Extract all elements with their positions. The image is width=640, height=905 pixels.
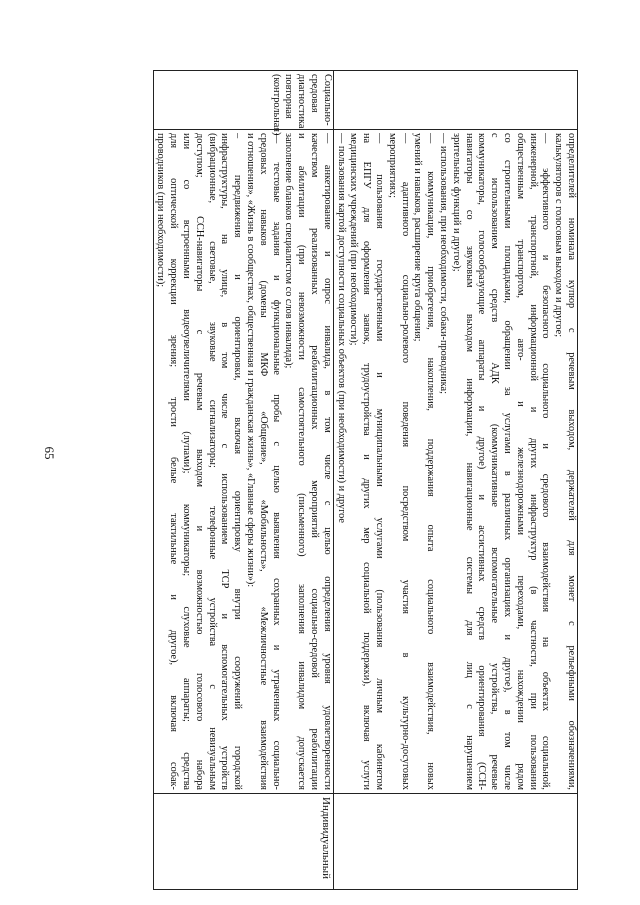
text-line: качеством реализованных реабилитационных мероприятий социально-средовой реабилитации	[309, 133, 321, 790]
text-line: зрительных функций и другое);	[450, 133, 462, 272]
row-label-line: средовая	[309, 74, 321, 113]
row2-type-cell	[153, 794, 333, 890]
text-line: — эффективного и безопасного социального и средового взаимодействия на объектах социальной,	[540, 133, 552, 790]
text-line: или со встроенными видеоувеличителями (лупами); коммуникаторы; слуховые аппараты; средства	[181, 133, 193, 790]
text-line: — адаптивного социально-ролевого поведения посредством участия в культурно-досуговых	[399, 133, 411, 790]
row1-type-cell	[333, 794, 577, 890]
row-label-line: Социально-	[321, 74, 333, 126]
row1-label-cell	[333, 71, 577, 130]
text-line: доступом; ССН-навигаторы с речевым выходом и возможностью голосового набора	[193, 133, 205, 790]
table-row	[153, 71, 333, 890]
text-line: — коммуникации, приобретения, накопления, поддержания опыта социального взаимодействия, новых	[425, 133, 437, 790]
text-line: — тестовые задания и функциональные пробы с целью выявления сохранных и утраченных социально-	[270, 133, 282, 790]
text-line: калькуляторов с голосовым выходом и другое;	[553, 133, 565, 338]
document-table	[153, 70, 578, 890]
text-line: — анкетирование и опрос инвалида, в том числе с целью определения уровня удовлетворенности	[321, 133, 333, 790]
row-label-line: диагностика	[296, 74, 308, 129]
text-line: (вибрационные, световые, звуковые сигнализаторы; телефонные устройства с невизуальным	[206, 133, 218, 790]
page-number: 65	[42, 446, 57, 460]
text-line: общественным транспортом, авто- и железнодорожными переходами, нахождении рядом	[514, 133, 526, 790]
row-label-line: повторная	[283, 74, 295, 119]
text-line: инженерной, транспортной, информационной и других инфраструктур (в частности, при пользовании	[527, 133, 539, 790]
text-line: со строительными площадками, обращении за услугами в различных организациях и другое), в том числе	[502, 133, 514, 790]
text-line: — пользования государственными и муниципальными услугами (пользования личным кабинетом	[374, 133, 386, 790]
text-line: заполнение бланков специалистом со слов инвалида);	[283, 133, 295, 369]
text-line: медицинских учреждений (при необходимости);	[348, 133, 360, 346]
text-line: проводников (при необходимости);	[155, 133, 167, 288]
service-form-label: Индивидуальный	[319, 797, 332, 879]
text-line: — использования, при необходимости, собаки-проводника;	[438, 133, 450, 394]
text-line: инфраструктуры, на улице, в том числе с использованием ТСР и вспомогательных устройств	[219, 133, 231, 790]
text-line: для оптической коррекции зрения; трости белые тактильные и другое), включая собак-	[168, 133, 180, 790]
table-row	[333, 71, 577, 890]
text-line: навигаторы со звуковым выходом информации, навигационные системы для лиц с нарушением	[463, 133, 475, 790]
text-line: коммуникаторы, голосообразующие аппараты и другое) и ассистивных средств ориентирования (ССН-	[476, 133, 488, 790]
row-label-line: (контрольная)	[270, 74, 282, 136]
row2-content-cell	[153, 130, 333, 794]
text-line: и абилитации (при невозможности самостоятельного (письменного) заполнения инвалидом допускается	[296, 133, 308, 790]
text-line: мероприятиях;	[386, 133, 398, 199]
row1-content-cell	[333, 130, 577, 794]
text-line: средовых навыков (домены МКФ «Общение», «Мобильность», «Межличностные взаимодействия	[257, 133, 269, 790]
text-line: определителей номинала купюр с речевым выходом, держателей для монет с рельефными обозначениями,	[566, 133, 577, 790]
text-line: – передвижения и ориентировки, включая ориентировку внутри сооружений городской	[232, 133, 244, 790]
text-line: — пользования картой доступности социальных объектов (при необходимости) и другое	[335, 133, 347, 523]
text-line: и отношения», «Жизнь в сообществах, общественная и гражданская жизнь», «Главные сферы жизни»):	[245, 133, 257, 588]
row2-label-cell	[153, 71, 333, 136]
text-line: на ЕПГУ для оформления заявок, трудоустройства и других мер социальной поддержки), включая услуги	[361, 133, 373, 790]
text-line: умений и навыков, расширение круга общения;	[412, 133, 424, 342]
text-line: с использованием средств АДК (коммуникативные вспомогательные устройства, речевые	[489, 133, 501, 790]
